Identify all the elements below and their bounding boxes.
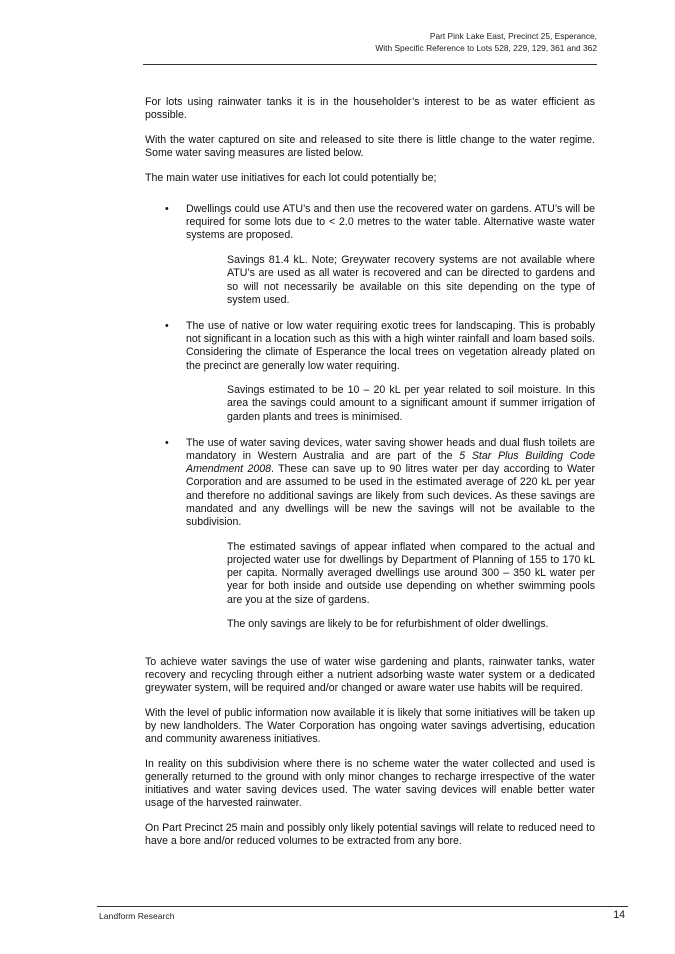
header-line-2: With Specific Reference to Lots 528, 229, 129, 361 and 362 xyxy=(375,42,597,53)
footer-organisation: Landform Research xyxy=(99,911,175,921)
bullet-text xyxy=(186,437,595,529)
conclusion-paragraph: In reality on this subdivision where there is no scheme water the water collected and used is generally returned to the ground with only minor changes to recharge irrespective of the water initiatives and water saving devices used. The water saving devices will enable better water usage of the harvested rainwater. xyxy=(145,757,595,810)
bullet-icon: • xyxy=(165,319,169,332)
conclusion-paragraph: On Part Precinct 25 main and possibly only likely potential savings will relate to reduced need to have a bore and/or reduced volumes to be extracted from any bore. xyxy=(145,822,595,848)
bullet-icon: • xyxy=(165,436,169,449)
footer-rule xyxy=(97,906,628,907)
bullet-text-end: . These can save up to 90 litres water per day according to Water Corporation and are assumed to be used in the estimated average of 220 kL per year and therefore no additional savings are likely from such devices. As these savings are mandated and any dwellings will be new the savings will not be available to the subdivision. xyxy=(186,463,595,529)
bullet-text: The use of native or low water requiring exotic trees for landscaping. This is probably not significant in a location such as this with a high winter rainfall and loam based soils. Considering the climate of Esperance the local trees on vegetation already plated on the precinct are generally low water requiring. xyxy=(186,319,595,372)
savings-note: Savings 81.4 kL. Note; Greywater recovery systems are not available where ATU’s are used as all water is recovered and can be directed to gardens and so will not necessarily be available on this site depending on the type of system used. xyxy=(227,254,595,306)
list-item xyxy=(145,203,595,307)
building-code-reference: 5 Star Plus Building Code Amendment 2008 xyxy=(186,450,595,476)
intro-paragraph: For lots using rainwater tanks it is in the householder’s interest to be as water efficient as possible. xyxy=(145,96,595,122)
savings-note: The estimated savings of appear inflated when compared to the actual and projected water use for dwellings by Department of Planning of 155 to 170 kL per capita. Normally averaged dwellings use around 300 – 350 kL water per year for both inside and outside use depending on whether swimming pools are you at the size of gardens. xyxy=(227,540,595,606)
bullet-text: Dwellings could use ATU’s and then use the recovered water on gardens. ATU’s will be required for some lots due to < 2.0 metres to the water table. Alternative waste water systems are proposed. xyxy=(186,203,595,242)
conclusion-paragraph: With the level of public information now available it is likely that some initiatives will be taken up by new landholders. The Water Corporation has ongoing water savings advertising, education and community awareness initiatives. xyxy=(145,706,595,746)
page-body xyxy=(145,96,595,860)
savings-note: The only savings are likely to be for refurbishment of older dwellings. xyxy=(227,618,549,631)
list-item xyxy=(145,320,595,424)
list-item xyxy=(145,437,595,632)
savings-note: Savings estimated to be 10 – 20 kL per year related to soil moisture. In this area the savings could amount to a significant amount if summer irrigation of garden plants and trees is minimised. xyxy=(227,384,595,423)
bullet-icon: • xyxy=(165,203,169,216)
intro-paragraph: With the water captured on site and released to site there is little change to the water regime. Some water saving measures are listed below. xyxy=(145,133,595,160)
page-number: 14 xyxy=(613,909,625,921)
intro-paragraph: The main water use initiatives for each lot could potentially be; xyxy=(145,171,437,184)
header-rule xyxy=(143,64,597,65)
conclusion-section xyxy=(145,656,595,849)
bullet-text-start: The use of water saving devices, water saving shower heads and dual flush toilets are mandatory in Western Australia and are part of the xyxy=(186,436,595,463)
initiatives-list xyxy=(145,203,595,631)
conclusion-paragraph: To achieve water savings the use of water wise gardening and plants, rainwater tanks, water recovery and recycling through either a nutrient adsorbing waste water system or a dedicated greywater system, will be required and/or changed or aware water use habits will be required. xyxy=(145,655,595,694)
running-header xyxy=(375,31,597,54)
header-line-1: Part Pink Lake East, Precinct 25, Esperance, xyxy=(429,31,597,41)
